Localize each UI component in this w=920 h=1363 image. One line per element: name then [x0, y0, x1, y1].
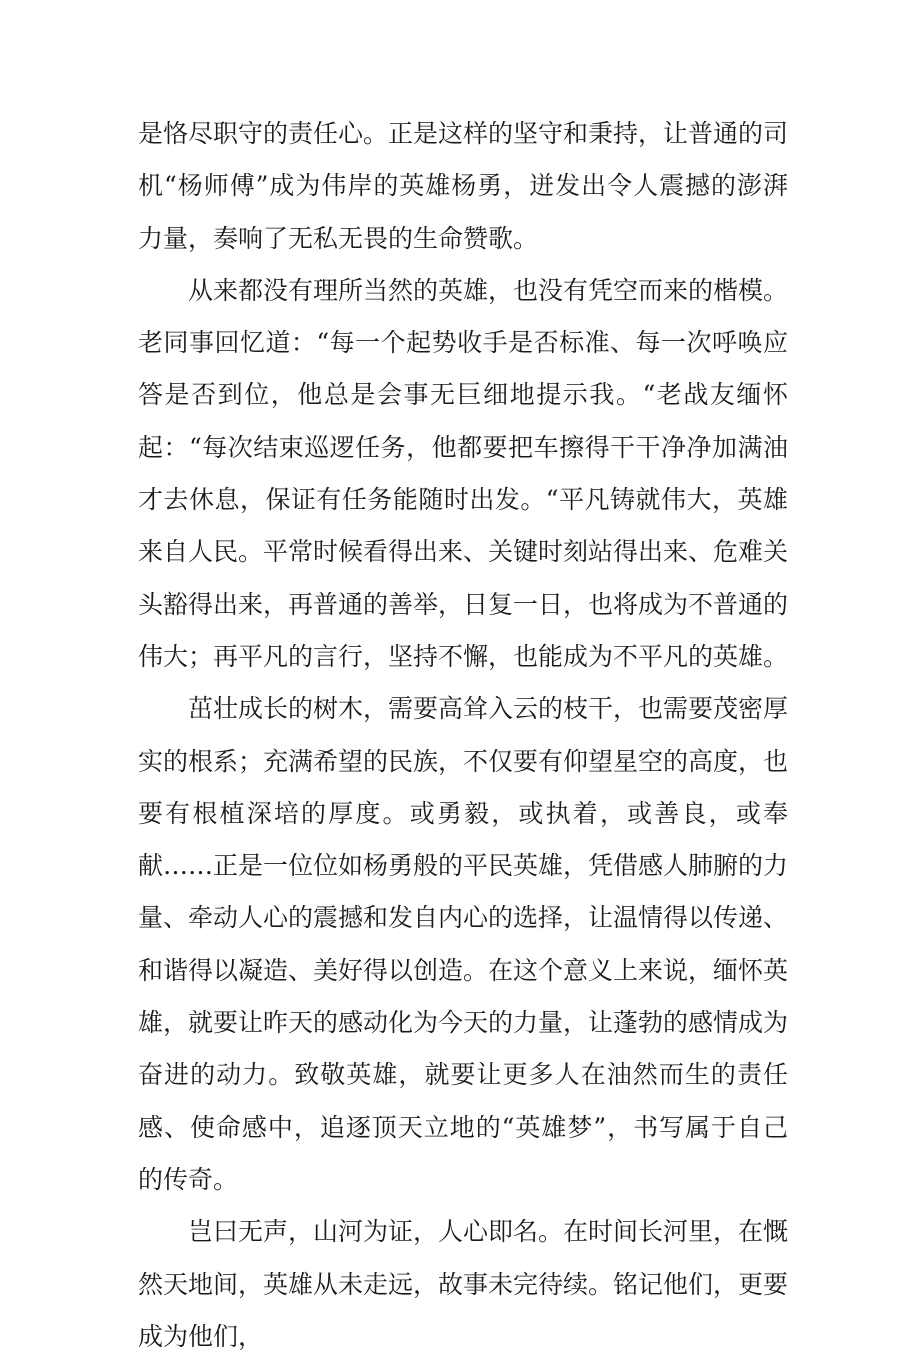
paragraph-4: 岂曰无声，山河为证，人心即名。在时间长河里，在慨然天地间，英雄从未走远，故事未完待续。铭记他们，更要成为他们，: [138, 1217, 789, 1351]
paragraph-1: 是恪尽职守的责任心。正是这样的坚守和秉持，让普通的司机“杨师傅”成为伟岸的英雄杨勇，迸发出令人震撼的澎湃力量，奏响了无私无畏的生命赞歌。: [138, 119, 789, 253]
paragraph-3: 茁壮成长的树木，需要高耸入云的枝干，也需要茂密厚实的根系；充满希望的民族，不仅要有仰望星空的高度，也要有根植深培的厚度。或勇毅，或执着，或善良，或奉献……正是一位位如杨勇般的平民英雄，凭借感人肺腑的力量、牵动人心的震撼和发自内心的选择，让温情得以传递、和谐得以凝造、美好得以创造。在这个意义上来说，缅怀英雄，就要让昨天的感动化为今天的力量，让蓬勃的感情成为奋进的动力。致敬英雄，就要让更多人在油然而生的责任感、使命感中，追逐顶天立地的“英雄梦”，书写属于自己的传奇。: [138, 694, 789, 1194]
document-body: [138, 108, 788, 1363]
paragraph-2: 从来都没有理所当然的英雄，也没有凭空而来的楷模。老同事回忆道：“每一个起势收手是否标准、每一次呼唤应答是否到位，他总是会事无巨细地提示我。“老战友缅怀起：“每次结束巡逻任务，他都要把车擦得干干净净加满油才去休息，保证有任务能随时出发。“平凡铸就伟大，英雄来自人民。平常时候看得出来、关键时刻站得出来、危难关头豁得出来，再普通的善举，日复一日，也将成为不普通的伟大；再平凡的言行，坚持不懈，也能成为不平凡的英雄。: [138, 275, 789, 671]
